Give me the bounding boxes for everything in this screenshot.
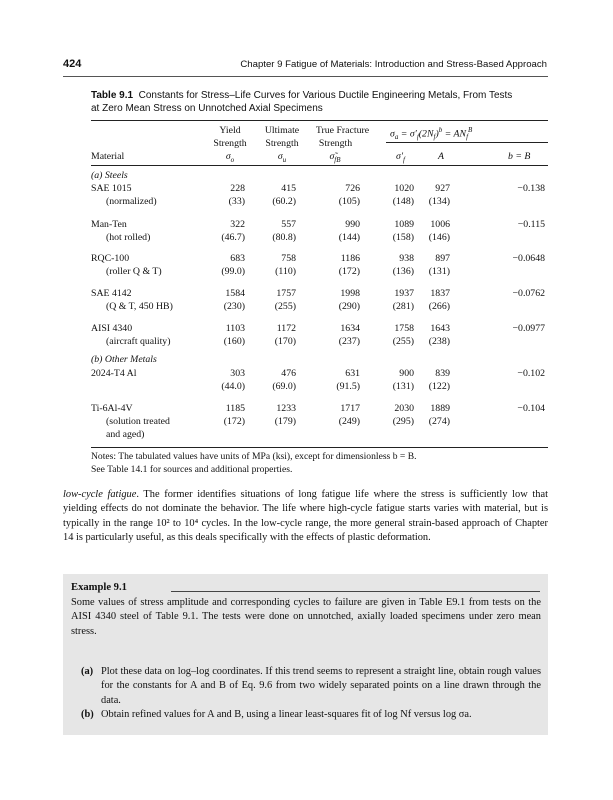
cell-A-mpa: 927	[435, 183, 450, 194]
cell-ultimate-mpa: 758	[281, 253, 296, 264]
header-material: Material	[91, 151, 125, 162]
cell-sigf-mpa: 1020	[394, 183, 414, 194]
cell-sigf-mpa: 1758	[394, 323, 414, 334]
cell-sigf-ksi: (148)	[392, 196, 414, 207]
cell-fracture-mpa: 631	[345, 368, 360, 379]
cell-fracture-mpa: 1998	[340, 288, 360, 299]
cell-yield-ksi: (44.0)	[221, 381, 245, 392]
item-a-label: (a)	[81, 666, 94, 677]
example-item-a	[81, 665, 541, 708]
cell-yield-ksi: (230)	[223, 301, 245, 312]
item-b-text: Obtain refined values for A and B, using a linear least-squares fit of log Nf versus log σa.	[101, 709, 472, 720]
cell-fracture-mpa: 990	[345, 219, 360, 230]
cell-yield-mpa: 1584	[225, 288, 245, 299]
group-steels: (a) Steels	[91, 170, 128, 181]
table-caption	[91, 90, 521, 115]
cell-yield-mpa: 322	[230, 219, 245, 230]
header-sigma-f: $\sigma'_f$	[396, 151, 405, 164]
cell-yield-ksi: (33)	[228, 196, 245, 207]
cell-fracture-ksi: (144)	[338, 232, 360, 243]
header-fracture-2: Strength	[318, 138, 353, 149]
cell-A-mpa: 1643	[430, 323, 450, 334]
header-A: A	[438, 151, 444, 162]
cell-ultimate-ksi: (179)	[274, 416, 296, 427]
material-condition: and aged)	[106, 429, 145, 440]
cell-A-ksi: (122)	[428, 381, 450, 392]
cell-A-mpa: 1837	[430, 288, 450, 299]
material-condition: (Q & T, 450 HB)	[106, 301, 173, 312]
header-yield-2: Strength	[213, 138, 247, 149]
table-header-rule	[91, 165, 548, 166]
material-name: 2024-T4 Al	[91, 368, 137, 379]
header-yield-1: Yield	[219, 125, 241, 136]
material-name: Man-Ten	[91, 219, 127, 230]
cell-sigf-mpa: 2030	[394, 403, 414, 414]
material-condition: (solution treated	[106, 416, 170, 427]
cell-ultimate-ksi: (170)	[274, 336, 296, 347]
table-note-2: See Table 14.1 for sources and additional properties.	[91, 464, 293, 475]
example-title: Example 9.1	[71, 582, 127, 593]
cell-yield-mpa: 1185	[225, 403, 245, 414]
cell-A-mpa: 1006	[430, 219, 450, 230]
example-intro: Some values of stress amplitude and corresponding cycles to failure are given in Table E9.1 from tests on the AISI 4340 steel of Table 9.1. The tests were done on unnotched, axially loaded specimens under zero mean stress.	[71, 597, 541, 637]
cell-fracture-mpa: 1717	[340, 403, 360, 414]
cell-A-ksi: (131)	[428, 266, 450, 277]
cell-sigf-ksi: (295)	[392, 416, 414, 427]
header-fracture-symbol: $\sigmã_{fB}$	[329, 151, 341, 164]
cell-ultimate-ksi: (255)	[274, 301, 296, 312]
cell-sigf-ksi: (131)	[392, 381, 414, 392]
cell-fracture-ksi: (91.5)	[336, 381, 360, 392]
cell-sigf-mpa: 938	[399, 253, 414, 264]
material-name: Ti-6Al-4V	[91, 403, 133, 414]
table-note-1: Notes: The tabulated values have units of MPa (ksi), except for dimensionless b = B.	[91, 451, 417, 462]
material-condition: (roller Q & T)	[106, 266, 162, 277]
cell-A-ksi: (134)	[428, 196, 450, 207]
cell-ultimate-ksi: (60.2)	[272, 196, 296, 207]
equation-rule	[386, 142, 548, 143]
material-condition: (normalized)	[106, 196, 157, 207]
header-ultimate-1: Ultimate	[264, 125, 300, 136]
material-name: RQC-100	[91, 253, 130, 264]
cell-sigf-ksi: (158)	[392, 232, 414, 243]
cell-yield-mpa: 228	[230, 183, 245, 194]
material-name: AISI 4340	[91, 323, 133, 334]
table-label: Table 9.1	[91, 90, 134, 101]
cell-yield-mpa: 1103	[225, 323, 245, 334]
cell-ultimate-mpa: 1233	[276, 403, 296, 414]
cell-b: −0.0977	[512, 323, 545, 334]
cell-yield-mpa: 683	[230, 253, 245, 264]
material-condition: (hot rolled)	[106, 232, 151, 243]
cell-b: −0.0648	[512, 253, 545, 264]
cell-b: −0.104	[517, 403, 545, 414]
cell-ultimate-mpa: 476	[281, 368, 296, 379]
cell-b: −0.0762	[512, 288, 545, 299]
cell-fracture-ksi: (105)	[338, 196, 360, 207]
cell-yield-ksi: (99.0)	[221, 266, 245, 277]
header-equation: $\sigma_a = \sigma'_f(2N_f)^b = AN_f^B$	[390, 126, 473, 142]
cell-sigf-ksi: (281)	[392, 301, 414, 312]
header-ultimate-symbol: $\sigma_u$	[277, 151, 287, 164]
cell-ultimate-mpa: 415	[281, 183, 296, 194]
page-number: 424	[63, 58, 82, 70]
table-top-rule	[91, 120, 548, 121]
material-name: SAE 4142	[91, 288, 132, 299]
cell-sigf-mpa: 1937	[394, 288, 414, 299]
material-condition: (aircraft quality)	[106, 336, 171, 347]
cell-A-ksi: (266)	[428, 301, 450, 312]
header-fracture-1: True Fracture	[315, 125, 370, 136]
cell-A-ksi: (238)	[428, 336, 450, 347]
cell-ultimate-mpa: 1757	[276, 288, 296, 299]
header-b-equals-B: b = B	[508, 151, 531, 162]
cell-sigf-mpa: 900	[399, 368, 414, 379]
cell-ultimate-ksi: (80.8)	[272, 232, 296, 243]
header-rule	[63, 76, 548, 77]
cell-A-ksi: (146)	[428, 232, 450, 243]
cell-ultimate-ksi: (110)	[275, 266, 296, 277]
cell-fracture-ksi: (172)	[338, 266, 360, 277]
cell-b: −0.138	[517, 183, 545, 194]
example-item-b	[81, 708, 541, 722]
item-b-label: (b)	[81, 709, 94, 720]
cell-b: −0.115	[517, 219, 545, 230]
cell-yield-ksi: (160)	[223, 336, 245, 347]
material-name: SAE 1015	[91, 183, 132, 194]
group-other-metals: (b) Other Metals	[91, 354, 157, 365]
cell-fracture-mpa: 1186	[340, 253, 360, 264]
cell-ultimate-mpa: 1172	[276, 323, 296, 334]
cell-fracture-ksi: (290)	[338, 301, 360, 312]
body-paragraph-text: low-cycle fatigue. The former identifies situations of long fatigue life where the stress is sufficiently low that yielding effects do not dominate the behavior. The life where high-cycle fatigue starts varies with material, but is typically in the range 10² to 10⁴ cycles. In the low-cycle range, the more general strain-based approach of Chapter 14 is particularly useful, as this deals specifically with the effects of plastic deformation.	[63, 489, 548, 543]
running-header	[63, 58, 547, 74]
cell-ultimate-ksi: (69.0)	[272, 381, 296, 392]
table-bottom-rule	[91, 447, 548, 448]
body-paragraph	[63, 488, 548, 545]
cell-fracture-ksi: (249)	[338, 416, 360, 427]
cell-sigf-mpa: 1089	[394, 219, 414, 230]
example-title-rule	[171, 591, 540, 592]
cell-ultimate-mpa: 557	[281, 219, 296, 230]
header-ultimate-2: Strength	[265, 138, 299, 149]
cell-fracture-ksi: (237)	[338, 336, 360, 347]
chapter-title: Chapter 9 Fatigue of Materials: Introduction and Stress-Based Approach	[240, 59, 547, 70]
cell-sigf-ksi: (136)	[392, 266, 414, 277]
cell-fracture-mpa: 1634	[340, 323, 360, 334]
cell-b: −0.102	[517, 368, 545, 379]
table-caption-text: Constants for Stress–Life Curves for Various Ductile Engineering Metals, From Tests at Zero Mean Stress on Unnotched Axial Specimens	[91, 90, 513, 114]
cell-yield-ksi: (172)	[223, 416, 245, 427]
cell-A-mpa: 897	[435, 253, 450, 264]
cell-yield-mpa: 303	[230, 368, 245, 379]
cell-A-mpa: 1889	[430, 403, 450, 414]
cell-yield-ksi: (46.7)	[221, 232, 245, 243]
cell-A-ksi: (274)	[428, 416, 450, 427]
cell-fracture-mpa: 726	[345, 183, 360, 194]
cell-A-mpa: 839	[435, 368, 450, 379]
item-a-text: Plot these data on log–log coordinates. If this trend seems to represent a straight line, obtain rough values for the constants for A and B of Eq. 9.6 from two widely separated points on a line drawn through the data.	[101, 666, 541, 706]
example-box	[63, 574, 548, 735]
header-yield-symbol: $\sigma_o$	[225, 151, 235, 164]
cell-sigf-ksi: (255)	[392, 336, 414, 347]
